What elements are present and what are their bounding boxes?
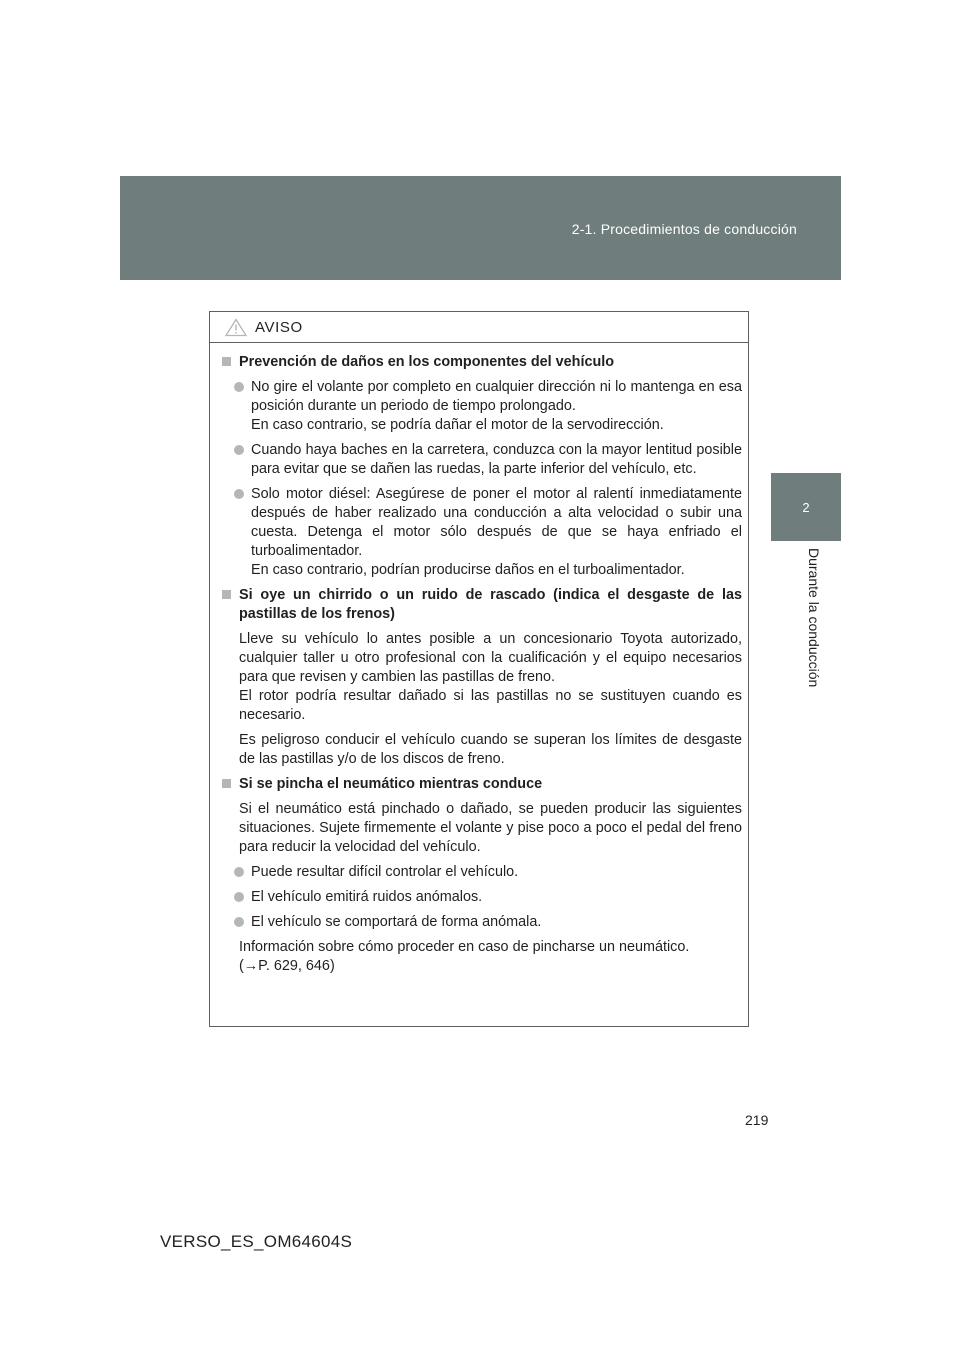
list-item: El vehículo emitirá ruidos anómalos.: [220, 888, 742, 907]
section-title: 2-1. Procedimientos de conducción: [571, 221, 797, 237]
warning-body: [210, 343, 748, 976]
chapter-number-tab: [771, 473, 841, 541]
page-number: 219: [745, 1112, 769, 1128]
section-heading: Si se pincha el neumático mientras conduce: [220, 775, 742, 794]
circle-bullet-icon: [234, 382, 244, 392]
warning-box: [209, 311, 749, 1027]
circle-bullet-icon: [234, 892, 244, 902]
warning-title: AVISO: [255, 318, 303, 336]
document-code: VERSO_ES_OM64604S: [160, 1232, 353, 1251]
warning-triangle-icon: [225, 318, 247, 337]
paragraph: Es peligroso conducir el vehículo cuando se superan los límites de desgaste de las pastillas y/o de los discos de freno.: [239, 732, 742, 767]
section-heading: Si oye un chirrido o un ruido de rascado (indica el desgaste de las pastillas de los frenos): [220, 586, 742, 624]
section-heading: Prevención de daños en los componentes del vehículo: [220, 353, 742, 372]
paragraph: Lleve su vehículo lo antes posible a un concesionario Toyota autorizado, cualquier taller u otro profesional con la cualificación y el equipo necesarios para que revisen y cambien las pastillas de freno. El rotor podría resultar dañado si las pastillas no se sustituyen cuando es necesario.: [239, 631, 742, 723]
paragraph: Si el neumático está pinchado o dañado, se pueden producir las siguientes situaciones. Sujete firmemente el volante y pise poco a poco el pedal del freno para reducir la velocidad del vehículo.: [239, 801, 742, 855]
list-item: No gire el volante por completo en cualquier dirección ni lo mantenga en esa posición durante un periodo de tiempo prolongado. En caso contrario, se podría dañar el motor de la servodirección.: [220, 378, 742, 435]
circle-bullet-icon: [234, 445, 244, 455]
list-item: Cuando haya baches en la carretera, conduzca con la mayor lentitud posible para evitar que se dañen las ruedas, la parte inferior del vehículo, etc.: [220, 441, 742, 479]
chapter-title: Durante la conducción: [806, 548, 822, 688]
list-item: Puede resultar difícil controlar el vehículo.: [220, 863, 742, 882]
page-reference-link: (→P. 629, 646): [239, 958, 335, 974]
circle-bullet-icon: [234, 917, 244, 927]
warning-header: [210, 312, 748, 343]
list-item: El vehículo se comportará de forma anómala.: [220, 913, 742, 932]
circle-bullet-icon: [234, 867, 244, 877]
circle-bullet-icon: [234, 489, 244, 499]
chapter-number: 2: [802, 499, 810, 515]
square-bullet-icon: [222, 779, 231, 788]
header-band: [120, 176, 841, 280]
square-bullet-icon: [222, 590, 231, 599]
list-item: Solo motor diésel: Asegúrese de poner el motor al ralentí inmediatamente después de haber realizado una conducción a alta velocidad o subir una cuesta. Detenga el motor sólo después de que se haya enfriado el turboalimentador. En caso contrario, podrían producirse daños en el turboalimentador.: [220, 485, 742, 580]
paragraph: Información sobre cómo proceder en caso de pincharse un neumático. (→P. 629, 646): [239, 939, 690, 974]
square-bullet-icon: [222, 357, 231, 366]
